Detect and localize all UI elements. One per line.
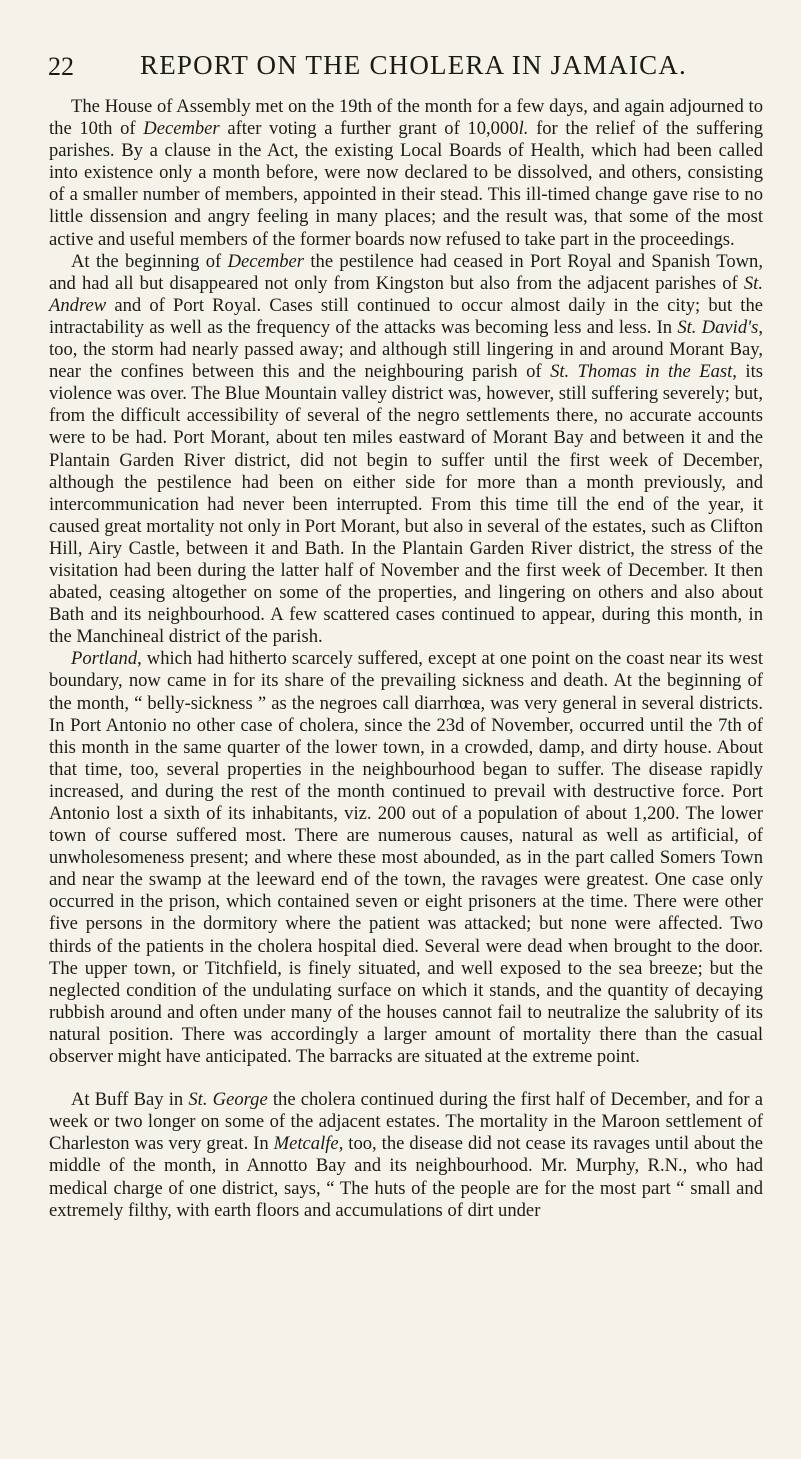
text-run: the pestilence had ceased in Port Royal and Spanish Town, and had all but disappeared not only from Kingston but also from the adjacent parishes of — [49, 250, 763, 294]
text-run: , too, the storm had nearly passed away; and although still lingering in and around Morant Bay, near the confines between this and the neighbouring parish of — [49, 316, 763, 383]
text-run: after voting a further grant of 10,000 — [219, 118, 519, 140]
italic-text: St. Andrew — [49, 272, 763, 316]
text-run: The House of Assembly met on the 19th of the month for a few days, and again adjourned to the 10th of — [49, 96, 763, 140]
paragraph — [49, 96, 763, 251]
text-run: At the beginning of — [71, 250, 228, 272]
text-run: , which had hitherto scarcely suffered, except at one point on the coast near its west boundary, now came in for its share of the prevailing sickness and death. At the beginning of the month, “ belly-sickness ” as the negroes call diarrhœa, was very general in several districts. In Port Antonio no other case of cholera, since the 23d of November, occurred until the 7th of this month in the same quarter of the lower town, in a crowded, damp, and dirty house. About that time, too, several properties in the neighbourhood began to suffer. The disease rapidly increased, and during the rest of the month continued to prevail with destructive force. Port Antonio lost a sixth of its inhabitants, viz. 200 out of a population of about 1,200. The lower town of course suffered most. There are numerous causes, natural as well as artificial, of unwholesomeness present; and where these most abounded, as in the part called Somers Town and near the swamp at the leeward end of the town, the ravages were greatest. One case only occurred in the prison, which contained seven or eight prisoners at the time. There were other five persons in the dormitory where the patient was attacked; but none were affected. Two thirds of the patients in the cholera hospital died. Several were dead when brought to the door. The upper town, or Titchfield, is finely situated, and well exposed to the sea breeze; but the neglected condition of the undulating surface on which it stands, and the quantity of decaying rubbish around and often under many of the houses cannot fail to neutralize the salubrity of its natural position. There was accordingly a larger amount of mortality there than the casual observer might have anticipated. The barracks are situated at the extreme point. — [49, 648, 763, 1068]
body-text — [49, 96, 763, 1222]
running-title: REPORT ON THE CHOLERA IN JAMAICA. — [140, 50, 688, 80]
text-run: At Buff Bay in — [71, 1089, 189, 1111]
paragraph — [49, 251, 763, 649]
italic-text: December — [227, 250, 304, 272]
page-header — [40, 48, 761, 88]
text-run: and of Port Royal. Cases still continued to occur almost daily in the city; but the intractability as well as the frequency of the attacks was becoming less and less. In — [49, 294, 763, 338]
italic-text: December — [143, 118, 220, 140]
italic-text: St. Thomas in the East — [550, 361, 733, 383]
italic-text: St. David's — [677, 316, 759, 338]
paragraph — [49, 1089, 763, 1222]
text-run: for the relief of the suffering parishes. By a clause in the Act, the existing Local Boards of Health, which had been called into existence only a month before, were now declared to be dissolved, and others, consisting of a smaller number of members, appointed in their stead. This ill-timed change gave rise to no little dissension and angry feeling in many places; and the result was, that some of the most active and useful members of the former boards now refused to take part in the proceedings. — [49, 118, 764, 250]
page-number: 22 — [48, 52, 74, 81]
italic-text: Metcalfe — [273, 1133, 339, 1155]
italic-text: St. George — [188, 1089, 268, 1111]
paragraph — [49, 648, 763, 1068]
text-run: , too, the disease did not cease its ravages until about the middle of the month, in Annotto Bay and its neighbourhood. Mr. Murphy, R.N., who had medical charge of one district, says, “ The huts of the people are for the most part “ small and extremely filthy, with earth floors and accumulations of dirt under — [49, 1133, 763, 1221]
italic-text: Portland — [71, 648, 138, 670]
text-run: the cholera continued during the first half of December, and for a week or two longer on some of the adjacent estates. The mortality in the Maroon settlement of Charleston was very great. In — [49, 1089, 763, 1155]
text-run: , its violence was over. The Blue Mountain valley district was, however, still suffering severely; but, from the difficult accessibility of several of the negro settlements there, no accurate accounts were to be had. Port Morant, about ten miles eastward of Morant Bay and between it and the Plantain Garden River district, did not begin to suffer until the first week of December, although the pestilence had been on either side for more than a month previously, and intercommunication had never been interrupted. From this time till the end of the year, it caused great mortality not only in Port Morant, but also in several of the estates, such as Clifton Hill, Airy Castle, between it and Bath. In the Plantain Garden River district, the stress of the visitation had been during the latter half of November and the first week of December. It then abated, ceasing altogether on some of the properties, and lingering on others and also about Bath and its neighbourhood. A few scattered cases continued to appear, during this month, in the Manchineal district of the parish. — [49, 361, 764, 648]
italic-text: l. — [518, 118, 529, 140]
